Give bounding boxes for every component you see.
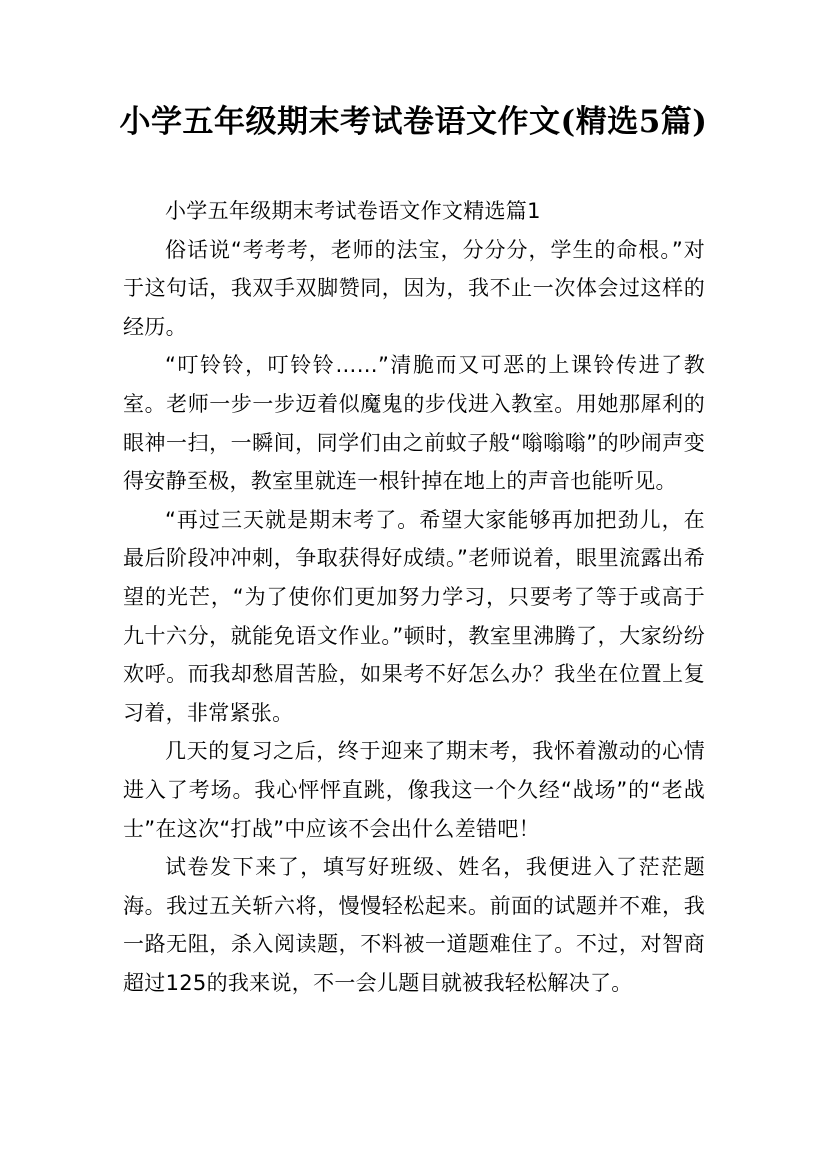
paragraph: “再过三天就是期末考了。希望大家能够再加把劲儿，在最后阶段冲冲刺，争取获得好成绩。”老师说着，眼里流露出希望的光芒，“为了使你们更加努力学习，只要考了等于或高于九十六分，就能免语文作业。”顿时，教室里沸腾了，大家纷纷欢呼。而我却愁眉苦脸，如果考不好怎么办？我坐在位置上复习着，非常紧张。 — [123, 507, 705, 725]
document-title: 小学五年级期末考试卷语文作文(精选5篇) — [119, 104, 708, 140]
section-heading: 小学五年级期末考试卷语文作文精选篇1 — [165, 199, 541, 223]
paragraph: 试卷发下来了，填写好班级、姓名，我便进入了茫茫题海。我过五关斩六将，慢慢轻松起来。前面的试题并不难，我一路无阻，杀入阅读题，不料被一道题难住了。不过，对智商超过125的我来说，不一会儿题目就被我轻松解决了。 — [123, 855, 705, 995]
document-body — [123, 192, 705, 1002]
paragraph: 几天的复习之后，终于迎来了期末考，我怀着激动的心情进入了考场。我心怦怦直跳，像我这一个久经“战场”的“老战士”在这次“打战”中应该不会出什么差错吧！ — [123, 739, 705, 841]
paragraph: 俗话说“考考考，老师的法宝，分分分，学生的命根。”对于这句话，我双手双脚赞同，因为，我不止一次体会过这样的经历。 — [123, 237, 705, 339]
paragraph: “叮铃铃，叮铃铃……”清脆而又可恶的上课铃传进了教室。老师一步一步迈着似魔鬼的步伐进入教室。用她那犀利的眼神一扫，一瞬间，同学们由之前蚊子般“嗡嗡嗡”的吵闹声变得安静至极，教室里就连一根针掉在地上的声音也能听见。 — [123, 353, 705, 494]
